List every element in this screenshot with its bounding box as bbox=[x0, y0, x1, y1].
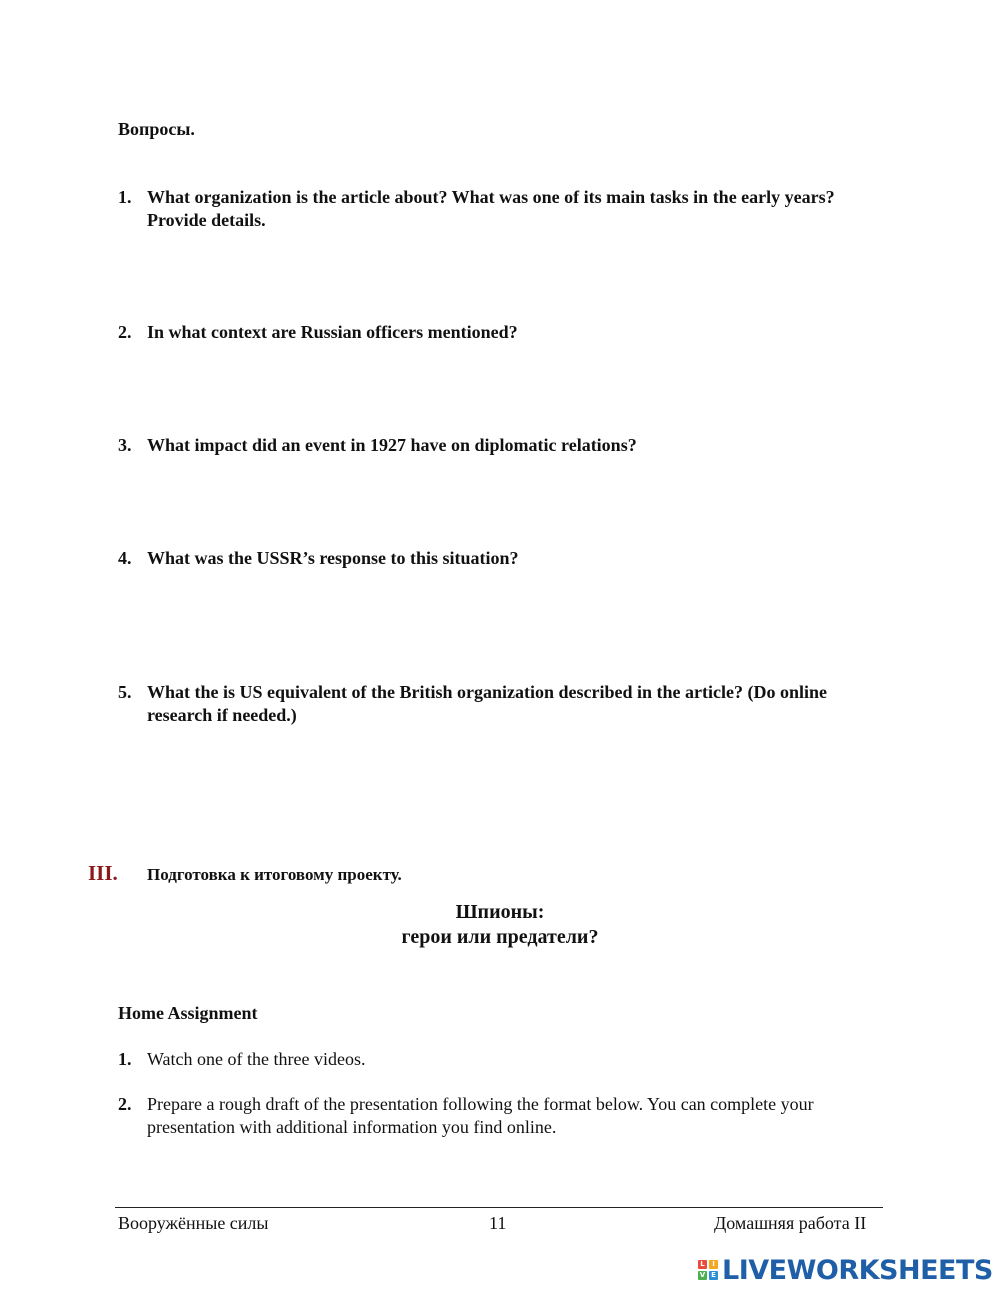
logo-tiles-icon bbox=[698, 1260, 718, 1280]
liveworksheets-logo bbox=[698, 1254, 993, 1286]
logo-tile-i: I bbox=[709, 1260, 718, 1269]
assignment-item-2-text: Prepare a rough draft of the presentation following the format below. You can complete your presentation with additional information you find online. bbox=[147, 1094, 814, 1137]
assignment-item-2-number: 2. bbox=[118, 1094, 132, 1114]
question-3-text: What impact did an event in 1927 have on diplomatic relations? bbox=[147, 435, 637, 455]
assignment-heading: Home Assignment bbox=[118, 1003, 258, 1023]
question-1-number: 1. bbox=[118, 187, 132, 207]
logo-tile-e: E bbox=[709, 1271, 718, 1280]
footer-right: Домашняя работа II bbox=[714, 1213, 867, 1233]
assignment-item-1-text: Watch one of the three videos. bbox=[147, 1049, 366, 1069]
project-title-line-1: Шпионы: bbox=[455, 901, 545, 923]
logo-tile-l: L bbox=[698, 1260, 707, 1269]
footer-left: Вооружённые силы bbox=[118, 1213, 269, 1233]
section-numeral: III. bbox=[88, 861, 118, 885]
question-1-text: What organization is the article about? What was one of its main tasks in the early years? Provide details. bbox=[147, 187, 835, 230]
footer-page-number: 11 bbox=[489, 1213, 507, 1233]
project-title-line-2: герои или предатели? bbox=[401, 926, 599, 948]
question-5-number: 5. bbox=[118, 682, 132, 702]
question-2-number: 2. bbox=[118, 322, 132, 342]
footer-divider bbox=[115, 1207, 883, 1208]
logo-tile-v: V bbox=[699, 1271, 706, 1279]
question-3-number: 3. bbox=[118, 435, 132, 455]
question-4-text: What was the USSR’s response to this situation? bbox=[147, 548, 519, 568]
assignment-item-1-number: 1. bbox=[118, 1049, 132, 1069]
section-heading: Подготовка к итоговому проекту. bbox=[147, 865, 402, 884]
questions-title: Вопросы. bbox=[118, 119, 195, 139]
question-5-text: What the is US equivalent of the British organization described in the article? (Do online research if needed.) bbox=[147, 682, 827, 725]
question-4-number: 4. bbox=[118, 548, 132, 568]
question-2-text: In what context are Russian officers mentioned? bbox=[147, 322, 518, 342]
brand-name: LIVEWORKSHEETS bbox=[722, 1254, 993, 1286]
